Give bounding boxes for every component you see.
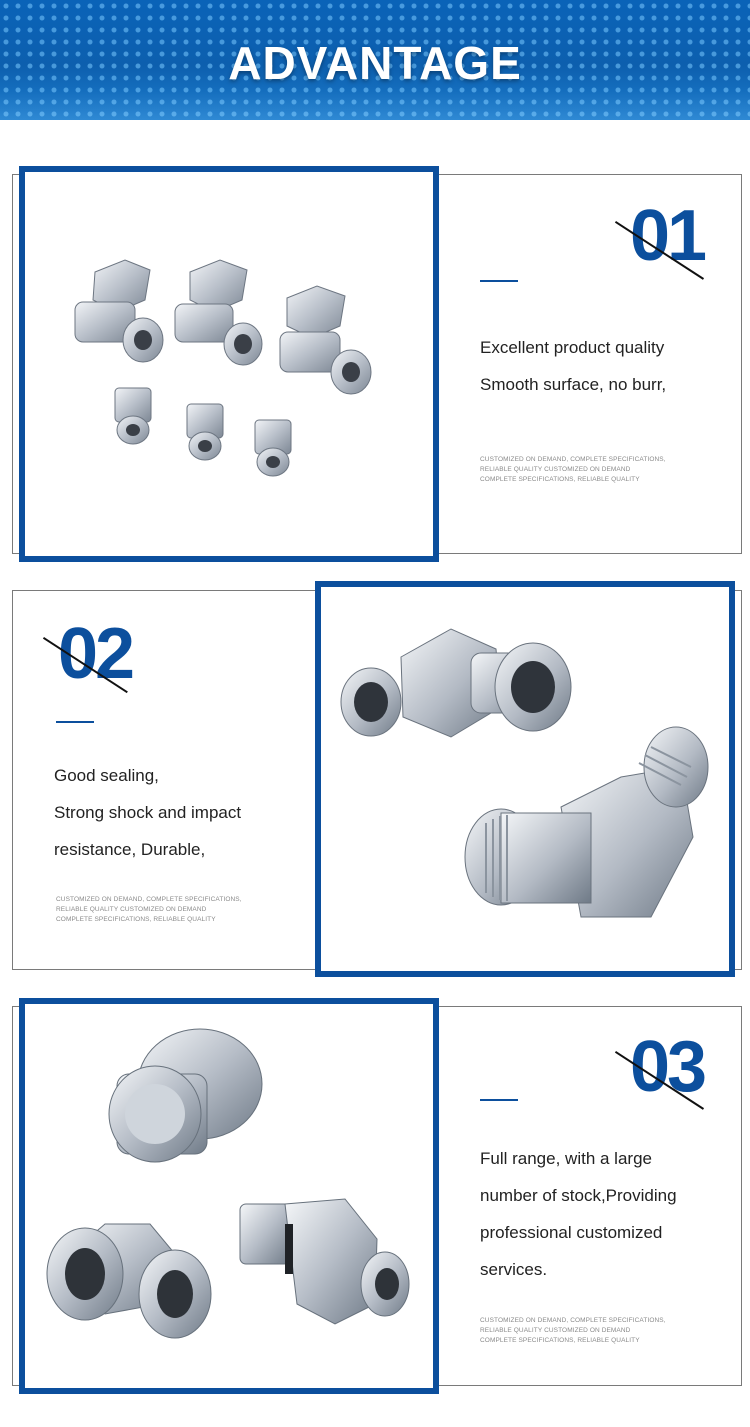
- fine-print-line: RELIABLE QUALITY CUSTOMIZED ON DEMAND: [480, 466, 631, 473]
- section-2-number: 02: [58, 614, 133, 694]
- section-3-line-2: number of stock,Providing: [480, 1186, 677, 1205]
- plug-and-adapter-photo: [25, 1004, 433, 1388]
- fine-print-line: COMPLETE SPECIFICATIONS, RELIABLE QUALITY: [56, 916, 216, 923]
- section-2-dash: [56, 721, 94, 723]
- fine-print-line: RELIABLE QUALITY CUSTOMIZED ON DEMAND: [56, 906, 207, 913]
- fine-print-line: RELIABLE QUALITY CUSTOMIZED ON DEMAND: [480, 1327, 631, 1334]
- elbow-fittings-and-adapters-photo: [25, 172, 433, 556]
- fine-print-line: CUSTOMIZED ON DEMAND, COMPLETE SPECIFICATIONS,: [480, 456, 666, 463]
- section-3-line-1: Full range, with a large: [480, 1149, 652, 1168]
- fine-print-line: CUSTOMIZED ON DEMAND, COMPLETE SPECIFICATIONS,: [56, 896, 242, 903]
- section-2-line-3: resistance, Durable,: [54, 840, 206, 859]
- section-1-fine-print: [480, 455, 680, 485]
- section-2-line-2: Strong shock and impact: [54, 803, 242, 822]
- section-1-line-2: Smooth surface, no burr,: [480, 375, 667, 394]
- section-2-line-1: Good sealing,: [54, 766, 159, 785]
- page-title: ADVANTAGE: [228, 37, 522, 89]
- section-3-line-4: services.: [480, 1260, 548, 1279]
- section-1-dash: [480, 280, 518, 282]
- fine-print-line: COMPLETE SPECIFICATIONS, RELIABLE QUALITY: [480, 476, 640, 483]
- section-1-line-1: Excellent product quality: [480, 338, 665, 357]
- section-3-fine-print: [480, 1316, 680, 1346]
- header-banner: [0, 0, 750, 120]
- section-3-line-3: professional customized: [480, 1223, 663, 1242]
- section-2-fine-print: [56, 895, 256, 925]
- section-2-image-frame: [315, 581, 735, 977]
- section-1-number: 01: [630, 196, 705, 276]
- fine-print-line: CUSTOMIZED ON DEMAND, COMPLETE SPECIFICATIONS,: [480, 1317, 666, 1324]
- elbow-fittings-photo: [321, 587, 729, 971]
- section-3-dash: [480, 1099, 518, 1101]
- section-3-number: 03: [630, 1027, 705, 1107]
- fine-print-line: COMPLETE SPECIFICATIONS, RELIABLE QUALITY: [480, 1337, 640, 1344]
- section-3-image-frame: [19, 998, 439, 1394]
- section-1-image-frame: [19, 166, 439, 562]
